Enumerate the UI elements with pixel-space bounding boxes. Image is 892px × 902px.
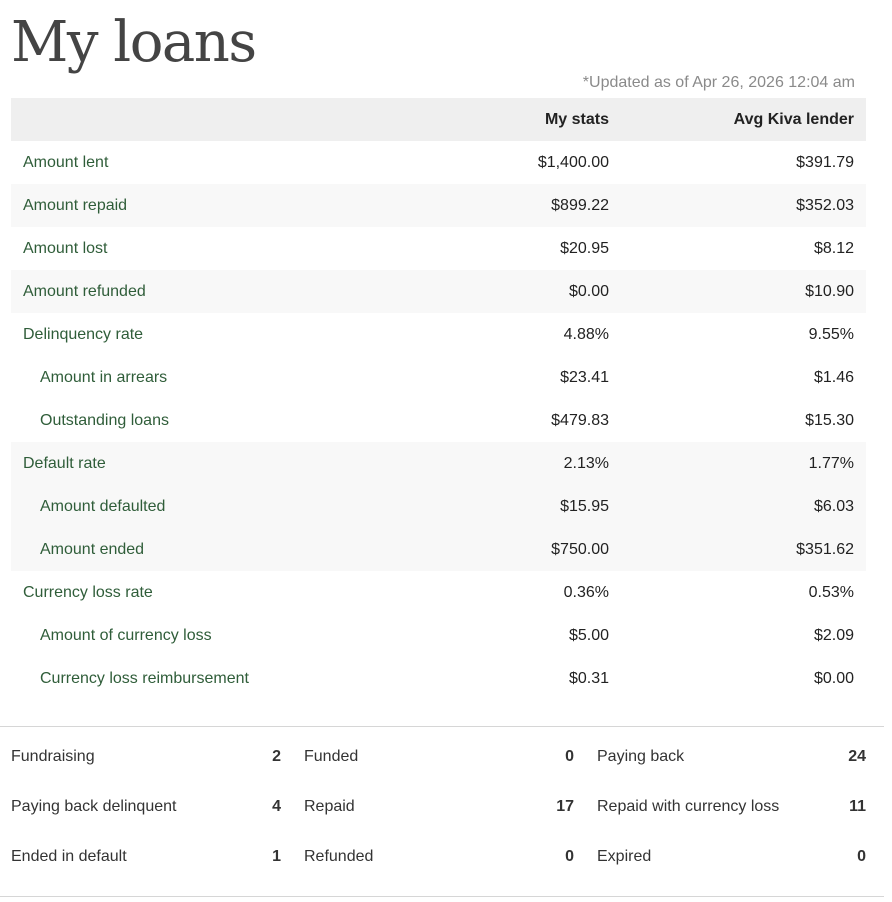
summary-item-ended-in-default <box>11 848 281 866</box>
stats-row-my-value: 4.88% <box>563 325 609 343</box>
summary-count: 24 <box>848 748 866 765</box>
stats-row-label: Default rate <box>23 454 106 472</box>
summary-label: Paying back <box>597 748 685 765</box>
summary-label: Paying back delinquent <box>11 798 177 815</box>
stats-row-label: Currency loss reimbursement <box>40 669 249 687</box>
stats-row-avg-value: $8.12 <box>813 239 854 257</box>
summary-count: 0 <box>857 848 866 865</box>
summary-label: Expired <box>597 848 652 865</box>
stats-row-outstanding-loans <box>11 399 866 442</box>
stats-row-avg-value: $0.00 <box>813 669 854 687</box>
summary-count: 11 <box>849 798 866 815</box>
stats-row-amount-lent <box>11 141 866 184</box>
stats-row-delinquency-rate <box>11 313 866 356</box>
stats-row-my-value: $5.00 <box>568 626 609 644</box>
stats-header-label <box>11 98 366 141</box>
stats-row-avg-value: $15.30 <box>805 411 854 429</box>
summary-row <box>11 832 866 882</box>
stats-row-avg-value: $351.62 <box>796 540 854 558</box>
stats-row-my-value: $479.83 <box>551 411 609 429</box>
stats-row-my-value: $20.95 <box>560 239 609 257</box>
summary-item-funded <box>304 748 574 766</box>
summary-item-paying-back <box>597 748 866 766</box>
stats-row-amount-in-arrears <box>11 356 866 399</box>
stats-row-my-value: $0.00 <box>568 282 609 300</box>
summary-count: 2 <box>272 748 281 765</box>
stats-row-my-value: $899.22 <box>551 196 609 214</box>
stats-row-avg-value: 1.77% <box>808 454 854 472</box>
stats-row-label: Amount refunded <box>23 282 146 300</box>
summary-count: 0 <box>565 748 574 765</box>
stats-row-label: Delinquency rate <box>23 325 144 343</box>
updated-timestamp: *Updated as of Apr 26, 2026 12:04 am <box>582 74 855 91</box>
stats-header-my-stats: My stats <box>544 110 609 128</box>
stats-row-amount-repaid <box>11 184 866 227</box>
stats-row-my-value: $0.31 <box>568 669 609 687</box>
stats-row-label: Amount in arrears <box>40 368 168 386</box>
stats-row-currency-loss-reimbursement <box>11 657 866 700</box>
stats-row-avg-value: $6.03 <box>813 497 854 515</box>
stats-row-amount-ended <box>11 528 866 571</box>
page-title: My loans <box>11 10 256 75</box>
summary-label: Repaid with currency loss <box>597 798 780 815</box>
summary-item-paying-back-delinquent <box>11 798 281 816</box>
summary-label: Repaid <box>304 798 355 815</box>
summary-label: Refunded <box>304 848 374 865</box>
summary-label: Fundraising <box>11 748 95 765</box>
summary-count: 1 <box>272 848 281 865</box>
stats-row-my-value: 0.36% <box>563 583 609 601</box>
stats-row-avg-value: $391.79 <box>796 153 854 171</box>
stats-row-label: Outstanding loans <box>40 411 169 429</box>
summary-count: 4 <box>272 798 281 815</box>
stats-row-amount-lost <box>11 227 866 270</box>
summary-item-repaid-with-currency-loss <box>597 798 866 816</box>
section-divider <box>0 726 884 727</box>
stats-row-label: Amount lent <box>23 153 109 171</box>
stats-header-row <box>11 98 866 141</box>
summary-item-repaid <box>304 798 574 816</box>
summary-count: 0 <box>565 848 574 865</box>
loan-status-summary <box>11 732 866 882</box>
stats-row-label: Amount ended <box>40 540 145 558</box>
stats-row-avg-value: 9.55% <box>808 325 854 343</box>
stats-row-my-value: $1,400.00 <box>537 153 609 171</box>
stats-row-label: Currency loss rate <box>23 583 153 601</box>
stats-row-my-value: $23.41 <box>560 368 609 386</box>
summary-item-fundraising <box>11 748 281 766</box>
stats-row-default-rate <box>11 442 866 485</box>
bottom-divider <box>0 896 884 897</box>
stats-row-my-value: $15.95 <box>560 497 609 515</box>
summary-label: Funded <box>304 748 359 765</box>
summary-item-expired <box>597 848 866 866</box>
stats-row-avg-value: 0.53% <box>808 583 854 601</box>
summary-row <box>11 782 866 832</box>
stats-row-label: Amount lost <box>23 239 108 257</box>
stats-row-label: Amount of currency loss <box>40 626 212 644</box>
stats-row-my-value: 2.13% <box>563 454 609 472</box>
stats-header-avg-lender: Avg Kiva lender <box>733 110 854 128</box>
stats-row-avg-value: $10.90 <box>805 282 854 300</box>
stats-row-amount-defaulted <box>11 485 866 528</box>
loan-stats-table <box>11 98 866 700</box>
stats-row-my-value: $750.00 <box>551 540 609 558</box>
summary-row <box>11 732 866 782</box>
stats-row-avg-value: $1.46 <box>813 368 854 386</box>
summary-label: Ended in default <box>11 848 127 865</box>
summary-count: 17 <box>556 798 574 815</box>
stats-row-currency-loss-rate <box>11 571 866 614</box>
stats-row-amount-of-currency-loss <box>11 614 866 657</box>
stats-row-avg-value: $352.03 <box>796 196 854 214</box>
stats-row-amount-refunded <box>11 270 866 313</box>
stats-row-label: Amount defaulted <box>40 497 166 515</box>
summary-item-refunded <box>304 848 574 866</box>
stats-row-label: Amount repaid <box>23 196 128 214</box>
stats-row-avg-value: $2.09 <box>813 626 854 644</box>
